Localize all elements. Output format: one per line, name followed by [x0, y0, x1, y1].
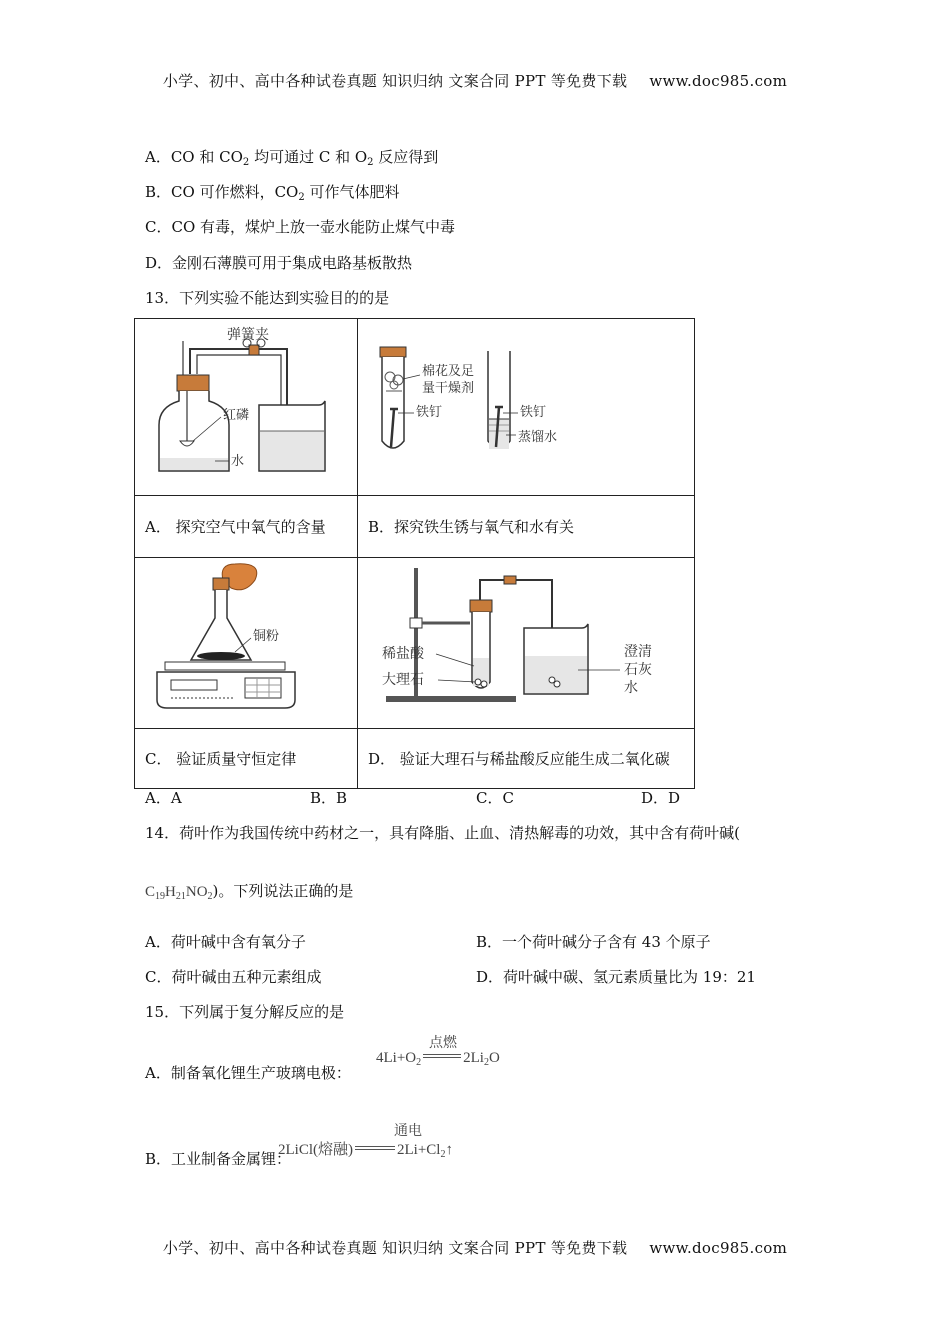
label-lime-2: 石灰	[624, 662, 652, 678]
label-acid: 稀盐酸	[382, 646, 424, 662]
balance-pan	[165, 662, 285, 670]
fig-b-cell	[358, 319, 695, 496]
fig-b-apparatus	[358, 319, 694, 491]
q13-stem: 13．下列实验不能达到实验目的的是	[145, 289, 390, 307]
label-marble: 大理石	[382, 672, 424, 688]
q12-option-c: C．CO 有毒，煤炉上放一壶水能防止煤气中毒	[145, 218, 456, 236]
label-lime-3: 水	[624, 680, 638, 696]
label-phosphorus: 红磷	[223, 408, 250, 423]
label-lime-1: 澄清	[624, 644, 652, 660]
q14-option-d: D．荷叶碱中碳、氢元素质量比为 19：21	[476, 968, 756, 986]
caption-b: B．探究铁生锈与氧气和水有关	[358, 496, 695, 558]
label-distilled-water: 蒸馏水	[518, 430, 558, 445]
q12-option-a: A．CO 和 $CO_2$ 均可通过 C 和 $O_2$ 反应得到	[145, 148, 439, 168]
label-cotton-2: 量干燥剂	[422, 381, 475, 396]
q13-choice-b: B．B	[310, 789, 348, 807]
q15-option-b-label: B．工业制备金属锂：	[145, 1150, 292, 1168]
q14-option-b: B．一个荷叶碱分子含有 43 个原子	[476, 933, 711, 951]
header-text: 小学、初中、高中各种试卷真题 知识归纳 文案合同 PPT 等免费下载	[162, 72, 628, 90]
q12-option-d: D．金刚石薄膜可用于集成电路基板散热	[145, 254, 413, 272]
fig-c-cell	[135, 558, 358, 729]
copper-powder	[197, 652, 245, 660]
caption-a: A． 探究空气中氧气的含量	[135, 496, 358, 558]
q13-choice-a: A．A	[145, 789, 182, 807]
page-footer	[0, 1237, 950, 1258]
q14-stem: 14．荷叶作为我国传统中药材之一，具有降脂、止血、清热解毒的功效，其中含有荷叶碱(	[145, 824, 740, 842]
caption-c: C． 验证质量守恒定律	[135, 729, 358, 789]
eq-b-equals	[355, 1146, 395, 1150]
fig-a-cell	[135, 319, 358, 496]
q12-option-b: B．CO 可作燃料，$CO_2$ 可作气体肥料	[145, 183, 400, 203]
fig-d-cell	[358, 558, 695, 729]
bottle-stopper	[177, 375, 209, 391]
q13-choice-d: D．D	[641, 789, 681, 807]
label-water: 水	[231, 454, 245, 469]
fig-d-apparatus	[358, 558, 694, 724]
label-clamp: 弹簧夹	[227, 327, 269, 343]
q15-stem: 15．下列属于复分解反应的是	[145, 1003, 345, 1021]
q13-choice-c: C．C	[476, 789, 514, 807]
fig-a-apparatus	[135, 319, 357, 491]
caption-d: D． 验证大理石与稀盐酸反应能生成二氧化碳	[358, 729, 695, 789]
noscine-formula: $C_{19}H_{21}NO_2$	[145, 884, 213, 902]
page-header	[0, 70, 950, 91]
conical-flask	[191, 590, 251, 660]
footer-text: 小学、初中、高中各种试卷真题 知识归纳 文案合同 PPT 等免费下载	[162, 1239, 628, 1257]
label-cotton-1: 棉花及足	[422, 364, 475, 379]
label-nail-1: 铁钉	[416, 405, 443, 420]
q14-stem-line2: $C_{19}H_{21}NO_2$)。下列说法正确的是	[145, 882, 354, 902]
footer-url[interactable]: www.doc985.com	[649, 1239, 788, 1257]
eq-a-condition: 点燃	[429, 1036, 457, 1051]
q14-option-a: A．荷叶碱中含有氧分子	[145, 933, 306, 951]
header-url[interactable]: www.doc985.com	[649, 72, 788, 90]
q14-option-c: C．荷叶碱由五种元素组成	[145, 968, 322, 986]
label-copper: 铜粉	[253, 629, 280, 644]
tube1-stopper	[380, 347, 406, 357]
fig-c-apparatus	[135, 558, 357, 724]
q13-figure-table	[134, 318, 695, 789]
eq-a-equals	[423, 1054, 461, 1058]
q15-option-a-label: A．制备氧化锂生产玻璃电极：	[145, 1064, 351, 1082]
eq-b-condition: 通电	[394, 1124, 422, 1139]
label-nail-2: 铁钉	[520, 405, 547, 420]
